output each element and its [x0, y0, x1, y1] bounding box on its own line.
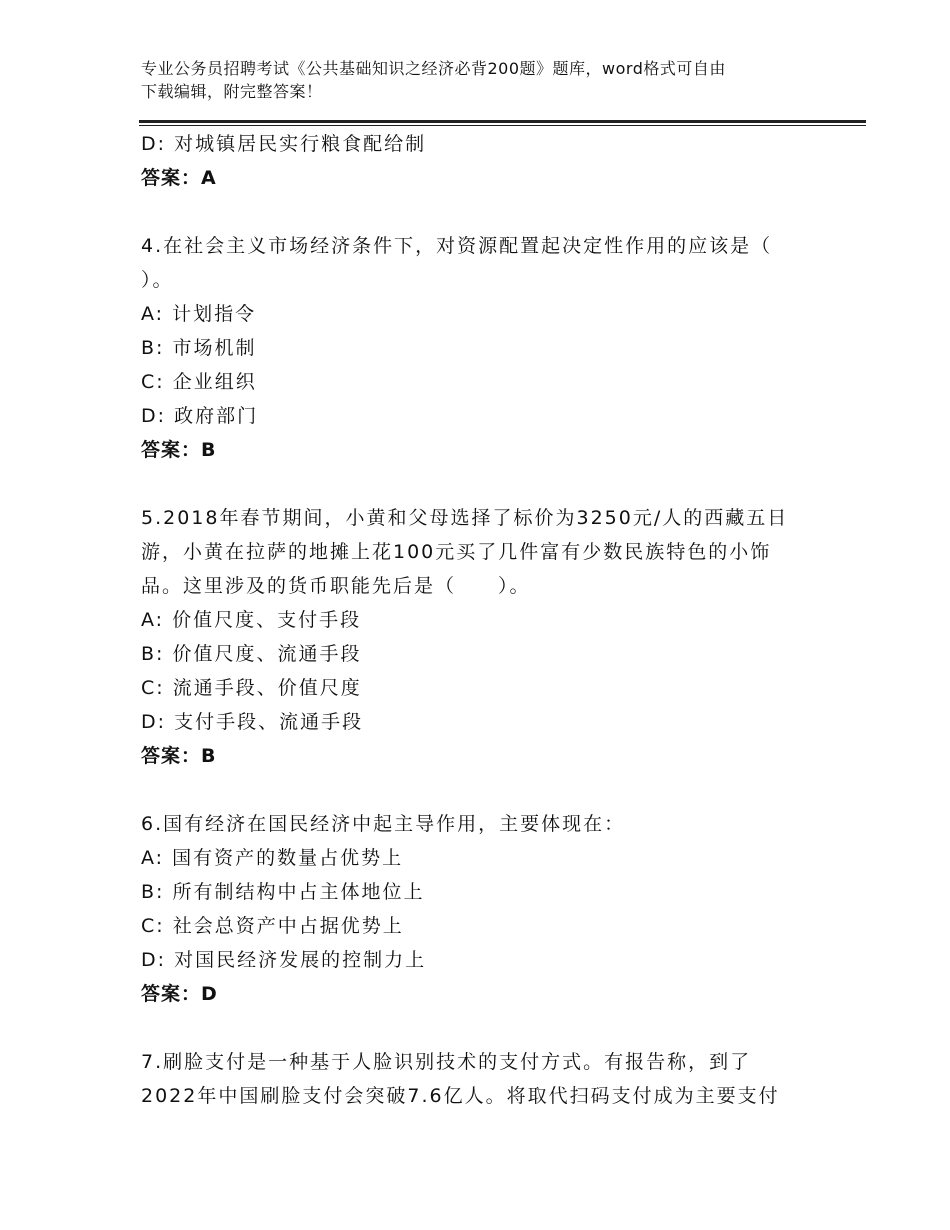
question-stem: 7.刷脸支付是一种基于人脸识别技术的支付方式。有报告称，到了	[141, 1051, 752, 1073]
option-a: A: 价值尺度、支付手段	[141, 609, 362, 631]
answer-line: 答案：D	[141, 983, 218, 1005]
answer-line: 答案：A	[141, 167, 217, 189]
page-header	[141, 57, 831, 103]
spacer	[141, 1011, 801, 1045]
question-3	[141, 127, 801, 195]
spacer	[141, 773, 801, 807]
header-rule-thin	[139, 125, 866, 126]
option-c: C: 社会总资产中占据优势上	[141, 915, 404, 937]
option-d: D: 支付手段、流通手段	[141, 711, 364, 733]
question-stem: 5.2018年春节期间，小黄和父母选择了标价为3250元/人的西藏五日	[141, 507, 789, 529]
question-stem: 6.国有经济在国民经济中起主导作用，主要体现在：	[141, 813, 626, 835]
option-b: B: 价值尺度、流通手段	[141, 643, 362, 665]
question-stem: ）。	[141, 269, 174, 291]
option-a: A: 国有资产的数量占优势上	[141, 847, 404, 869]
answer-line: 答案：B	[141, 439, 217, 461]
question-stem: 游，小黄在拉萨的地摊上花100元买了几件富有少数民族特色的小饰	[141, 541, 772, 563]
question-6	[141, 807, 801, 1011]
option-c: C: 企业组织	[141, 371, 257, 393]
header-line-2: 下载编辑，附完整答案！	[141, 82, 323, 101]
option-c: C: 流通手段、价值尺度	[141, 677, 362, 699]
spacer	[141, 195, 801, 229]
question-7	[141, 1045, 801, 1113]
question-stem: 4.在社会主义市场经济条件下，对资源配置起决定性作用的应该是（	[141, 235, 773, 257]
option-d: D: 对城镇居民实行粮食配给制	[141, 133, 427, 155]
question-stem: 品。这里涉及的货币职能先后是（ ）。	[141, 575, 531, 597]
header-line-1: 专业公务员招聘考试《公共基础知识之经济必背200题》题库，word格式可自由	[141, 59, 726, 78]
spacer	[141, 467, 801, 501]
option-b: B: 所有制结构中占主体地位上	[141, 881, 425, 903]
question-stem: 2022年中国刷脸支付会突破7.6亿人。将取代扫码支付成为主要支付	[141, 1085, 780, 1107]
option-a: A: 计划指令	[141, 303, 257, 325]
question-4	[141, 229, 801, 467]
question-content	[141, 127, 801, 1113]
question-5	[141, 501, 801, 773]
option-d: D: 政府部门	[141, 405, 259, 427]
option-b: B: 市场机制	[141, 337, 257, 359]
option-d: D: 对国民经济发展的控制力上	[141, 949, 427, 971]
header-rule-thick	[139, 120, 866, 123]
answer-line: 答案：B	[141, 745, 217, 767]
